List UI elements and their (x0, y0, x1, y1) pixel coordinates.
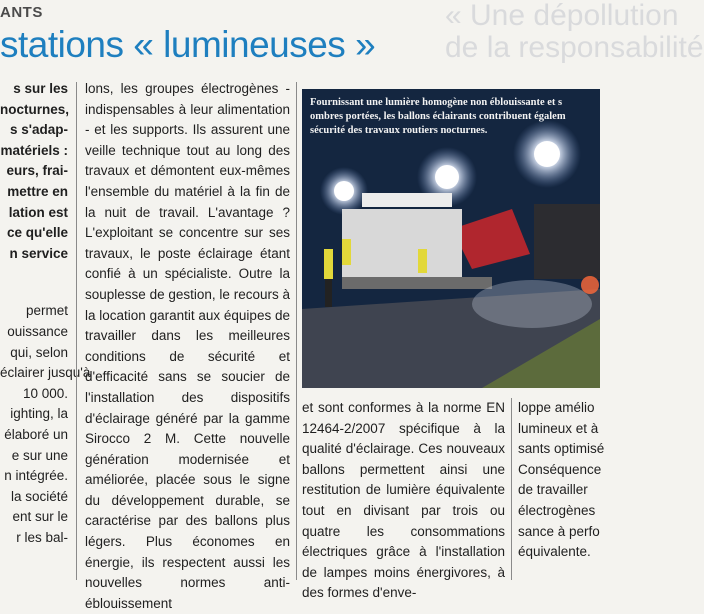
night-roadworks-photo (302, 89, 600, 388)
body-line: 10 000. (22, 385, 68, 401)
body-line: r les bal- (16, 529, 68, 545)
caption-line: sécurité des travaux routiers nocturnes. (310, 125, 488, 136)
caption-line: Fournissant une lumière homogène non éblouissante et s (310, 97, 563, 108)
column-4 (518, 398, 608, 563)
body-line: qui, selon (10, 344, 68, 360)
body-paragraph (0, 301, 91, 548)
body-line: sance à perfo (518, 523, 600, 539)
lead-line: nocturnes, (0, 101, 70, 117)
background-headline (445, 0, 704, 90)
body-line: électrogènes (518, 502, 596, 518)
body-line: élaboré un (4, 426, 68, 442)
lead-line: eurs, frai- (6, 163, 68, 179)
body-line: de travailler (518, 482, 588, 498)
column-1 (0, 79, 91, 548)
section-kicker: ANTS (0, 4, 43, 21)
column-divider (76, 82, 77, 580)
lead-line: ce qu'elle (7, 225, 68, 241)
column-3 (302, 398, 505, 604)
article-title: stations « lumineuses » (0, 24, 376, 65)
steam (472, 280, 592, 328)
body-line: n intégrée. (4, 468, 68, 484)
column-2 (85, 79, 290, 614)
body-line: loppe amélio (518, 400, 595, 415)
body-line: ouissance (7, 323, 68, 339)
body-line: e sur une (11, 447, 68, 463)
body-line: lumineux et à (518, 420, 599, 436)
body-paragraph: lons, les groupes électrogènes - indispensables à leur alimentation - et les supports. Ils assurent une veille technique tout au long des travaux et démontent eux-mêmes l'ensemble du matériel à la fin de la nuit de travail. L'avantage ? L'exploitant se concentre sur ses travaux, le poste éclairage étant confié à un spécialiste. Outre la souplesse de gestion, le recours à la location garantit aux équipes de travailler dans les meilleures conditions de sécurité et d'efficacité sans se soucier de l'installation des dispositifs d'éclairage généré par la gamme Sirocco 2 M. Cette nouvelle génération modernisée et améliorée, placée sous le signe du développement durable, se caractérise par des ballons plus légers. Plus économes en énergie, ils respectent aussi les nouvelles normes anti-éblouissement (85, 81, 290, 611)
lead-paragraph (0, 79, 68, 264)
body-line: équivalente. (518, 544, 591, 560)
worker (342, 239, 351, 265)
body-line: sants optimisé (518, 441, 605, 457)
background-headline-line: de la responsabilité (445, 31, 704, 64)
photo-caption (310, 96, 600, 138)
column-divider (296, 82, 297, 580)
lead-line: lation est (8, 204, 68, 220)
body-line: la société (10, 488, 68, 504)
body-line: Conséquence (518, 461, 602, 477)
column-divider (511, 398, 512, 580)
lead-line: matériels : (0, 142, 68, 158)
body-line: éclairer jusqu'à (0, 365, 91, 381)
worker (324, 249, 333, 279)
truck-cab (534, 204, 600, 279)
paver-machine (342, 209, 462, 279)
lead-line: s s'adap- (10, 122, 68, 138)
lead-line: mettre en (7, 183, 68, 199)
caption-line: ombres portées, les ballons éclairants contribuent égalem (310, 111, 566, 122)
background-headline-line: « Une dépollution (445, 0, 679, 32)
lead-line: s sur les (13, 81, 68, 96)
body-line: ent sur le (12, 509, 68, 525)
lead-line: n service (9, 245, 68, 261)
body-paragraph: et sont conformes à la norme EN 12464-2/2007 spécifique à la qualité d'éclairage. Ces nouveaux ballons permettent ainsi une restitution de lumière équivalente tout en divisant par trois ou quatre les consommations électriques grâce à l'installation de lampes moins énergivores, à des formes d'enve- (302, 400, 505, 601)
body-line: ighting, la (10, 406, 68, 422)
body-line: permet (25, 303, 68, 319)
worker (418, 249, 427, 273)
